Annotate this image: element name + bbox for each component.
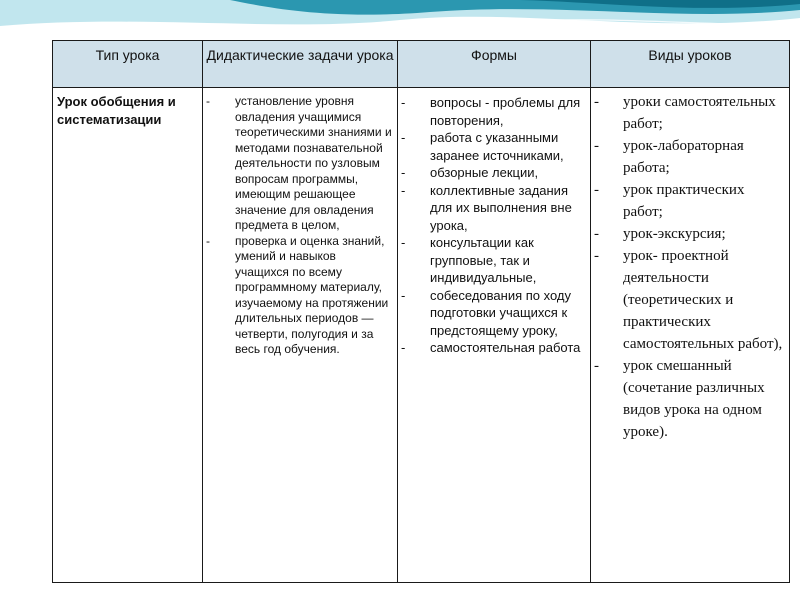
lesson-kind-item <box>594 91 785 135</box>
form-item-text: вопросы - проблемы для повторения, <box>430 95 581 128</box>
form-item <box>401 339 586 357</box>
didactic-tasks-cell <box>203 88 398 583</box>
bullet-dash: - <box>401 130 406 145</box>
lesson-type-cell: Урок обобщения и систематизации <box>53 88 203 583</box>
form-item <box>401 182 586 235</box>
form-item-text: обзорные лекции, <box>430 165 539 180</box>
lesson-kind-item <box>594 223 785 245</box>
bullet-dash: - <box>594 226 599 242</box>
header-didactic-tasks: Дидактические задачи урока <box>203 41 398 88</box>
bullet-dash: - <box>594 138 599 154</box>
lesson-kind-item-text: урок смешанный (сочетание различных видов урока на одном уроке). <box>623 358 765 440</box>
form-item <box>401 164 586 182</box>
lesson-kind-item-text: урок-экскурсия; <box>623 226 726 242</box>
didactic-task-item-text: проверка и оценка знаний, умений и навыков учащихся по всему программному материалу, изучаемому на протяжении длительных периодов — четверти, полугодия и за весь год обучения. <box>235 233 389 356</box>
bullet-dash: - <box>401 182 406 198</box>
bullet-dash: - <box>401 235 406 250</box>
bullet-dash: - <box>206 233 210 248</box>
form-item <box>401 234 586 287</box>
lesson-kind-item <box>594 135 785 179</box>
forms-list <box>398 88 590 357</box>
form-item-text: собеседования по ходу подготовки учащихся к предстоящему уроку, <box>430 287 572 338</box>
didactic-task-item <box>206 234 393 358</box>
didactic-tasks-list <box>203 88 397 358</box>
lesson-kinds-list <box>591 88 789 443</box>
bullet-dash: - <box>594 94 599 110</box>
lesson-types-table <box>52 40 790 583</box>
form-item <box>401 129 586 164</box>
bullet-dash: - <box>206 94 210 108</box>
bullet-dash: - <box>401 287 406 303</box>
table-row <box>53 88 790 583</box>
header-lesson-kinds: Виды уроков <box>591 41 790 88</box>
lesson-kind-item-text: уроки самостоятельных работ; <box>623 94 776 132</box>
forms-cell <box>398 88 591 583</box>
bullet-dash: - <box>401 95 406 110</box>
form-item-text: работа с указанными заранее источниками, <box>430 130 564 163</box>
table-header-row <box>53 41 790 88</box>
bullet-dash: - <box>401 340 406 355</box>
didactic-task-item-text: установление уровня овладения учащимися теоретическими знаниями и методами познавательной деятельности по узловым вопросам программы, имеющим решающее значение для овладения предмета в целом, <box>235 94 392 232</box>
lesson-kind-item <box>594 245 785 355</box>
form-item-text: консультации как групповые, так и индивидуальные, <box>430 235 537 285</box>
header-lesson-type: Тип урока <box>53 41 203 88</box>
bullet-dash: - <box>594 358 599 374</box>
form-item <box>401 287 586 340</box>
didactic-task-item <box>206 94 393 234</box>
lesson-kind-item-text: урок-лабораторная работа; <box>623 138 744 176</box>
form-item-text: самостоятельная работа <box>430 340 581 355</box>
lesson-kind-item <box>594 355 785 443</box>
lesson-kind-item <box>594 179 785 223</box>
lesson-kind-item-text: урок практических работ; <box>623 182 745 220</box>
form-item-text: коллективные задания для их выполнения вне урока, <box>430 182 572 233</box>
header-forms: Формы <box>398 41 591 88</box>
lesson-kind-item-text: урок- проектной деятельности (теоретических и практических самостоятельных работ), <box>623 248 783 352</box>
bullet-dash: - <box>401 165 406 180</box>
form-item <box>401 94 586 129</box>
bullet-dash: - <box>594 248 599 264</box>
lesson-kinds-cell <box>591 88 790 583</box>
bullet-dash: - <box>594 182 599 198</box>
